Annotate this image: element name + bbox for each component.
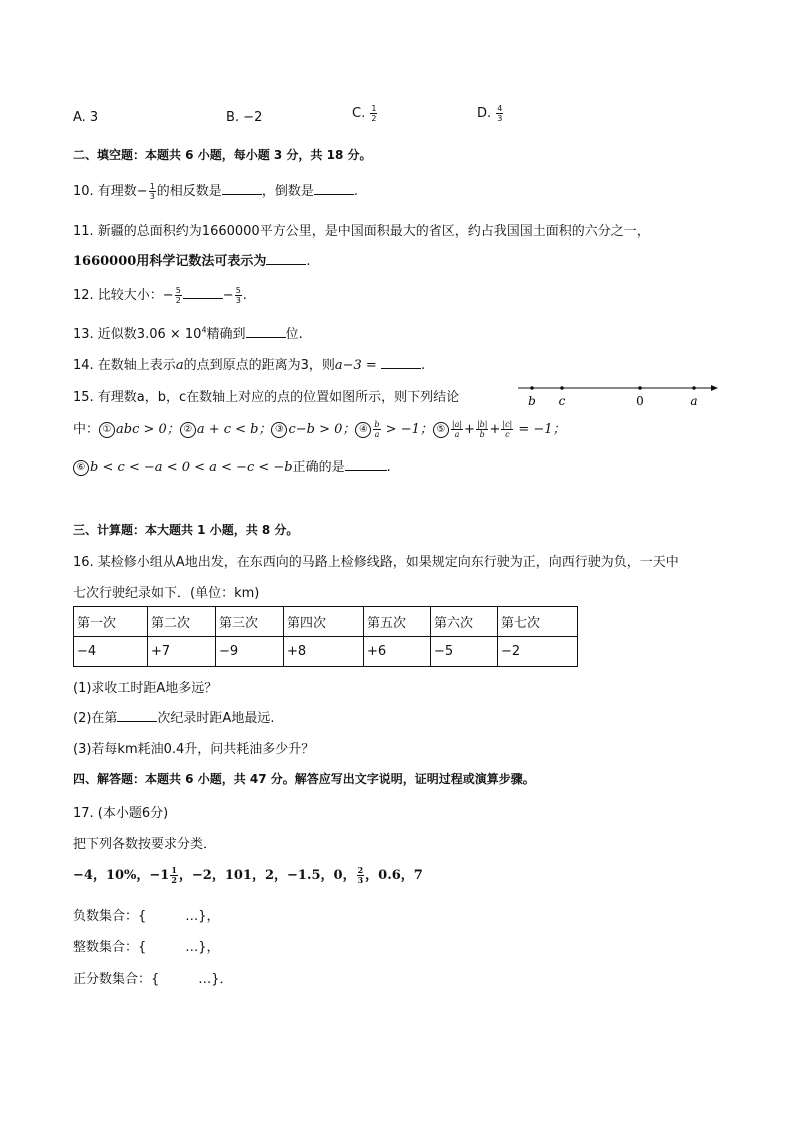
table-cell: +8 [284,637,364,667]
table-header-cell: 第四次 [284,607,364,637]
driving-record-table [73,606,578,667]
label-b: b [528,394,536,408]
table-header-cell: 第六次 [431,607,498,637]
table-cell: −5 [431,637,498,667]
question-16-line-1: 16. 某检修小组从A地出发，在东西向的马路上检修线路，如果规定向东行驶为正，向西行驶为负，一天中 [73,555,679,570]
option-c: C. $\frac{1}{2}$ [352,104,377,123]
number-line-diagram [512,378,724,412]
table-header-cell: 第二次 [148,607,216,637]
positive-fraction-set: 正分数集合：{ …}． [73,972,233,987]
point-c [560,386,564,390]
question-16-line-2: 七次行驶纪录如下．(单位：km) [73,586,260,601]
point-a [692,386,696,390]
option-d: D. $\frac{4}{3}$ [477,104,503,123]
label-c: c [558,394,566,408]
table-cell: −4 [74,637,148,667]
question-11-line-1: 11. 新疆的总面积约为1660000平方公里，是中国面积最大的省区，约占我国国土面积的六分之一， [73,224,650,239]
integer-set: 整数集合：{ …}， [73,940,220,955]
question-13: 13. 近似数$3.06 \times 10^4$精确到 位. [73,325,303,342]
label-zero: 0 [636,394,644,408]
negative-set: 负数集合：{ …}， [73,909,220,924]
table-cell: +6 [364,637,431,667]
section-2-heading: 二、填空题：本题共 6 小题，每小题 3 分，共 18 分。 [73,148,372,162]
table-header-cell: 第三次 [216,607,284,637]
question-16-part-3: (3)若每km耗油0.4升，问共耗油多少升？ [73,742,315,757]
table-header-cell: 第五次 [364,607,431,637]
question-17-numbers: −4，10%，−1 $\frac{1}{2}$ ，−2，101，2，−1.5，0， $\frac{2}{3}$ ，0.6，7 [73,865,423,885]
number-line-arrow-icon [711,385,718,391]
question-12: 12. 比较大小：− $\frac{5}{2}$ − $\frac{5}{3}$ . [73,286,247,305]
question-16-part-2: (2)在第 次纪录时距A地最远. [73,711,275,726]
table-row [74,637,578,667]
question-17-title: 17. (本小题6分) [73,806,169,821]
table-cell: −2 [498,637,578,667]
question-15-line-3: ⑥ b < c < −a < 0 < a < −c < −b正确的是 . [73,456,391,476]
section-3-heading: 三、计算题：本大题共 1 小题，共 8 分。 [73,523,299,537]
section-4-heading: 四、解答题：本题共 6 小题，共 47 分。解答应写出文字说明，证明过程或演算步骤。 [73,772,535,786]
question-17-intro: 把下列各数按要求分类． [73,837,217,852]
question-14: 14. 在数轴上表示a的点到原点的距离为3，则a−3 = . [73,358,426,373]
option-b: B. −2 [226,110,263,125]
table-cell: +7 [148,637,216,667]
point-b [530,386,534,390]
question-15-line-1: 15. 有理数a，b，c在数轴上对应的点的位置如图所示，则下列结论 [73,390,460,405]
label-a: a [690,394,698,408]
question-16-part-1: (1)求收工时距A地多远？ [73,681,218,696]
question-11-line-2: 1660000用科学记数法可表示为 . [73,254,311,269]
option-a: A. 3 [73,110,99,125]
question-10: 10. 有理数− $\frac{1}{3}$ 的相反数是 ，倒数是 . [73,182,358,201]
table-header-row [74,607,578,637]
table-cell: −9 [216,637,284,667]
point-zero [638,386,642,390]
table-header-cell: 第七次 [498,607,578,637]
question-15-line-2: 中： ① abc > 0； ② a + c < b； ③ c−b > 0； ④ $\frac{b}{a}$ > −1； ⑤ $\frac{|a|}{a}$ + $\frac{|b|}{b}$ + $\frac{|c|}{c}$ = −1； [73,420,566,439]
table-header-cell: 第一次 [74,607,148,637]
